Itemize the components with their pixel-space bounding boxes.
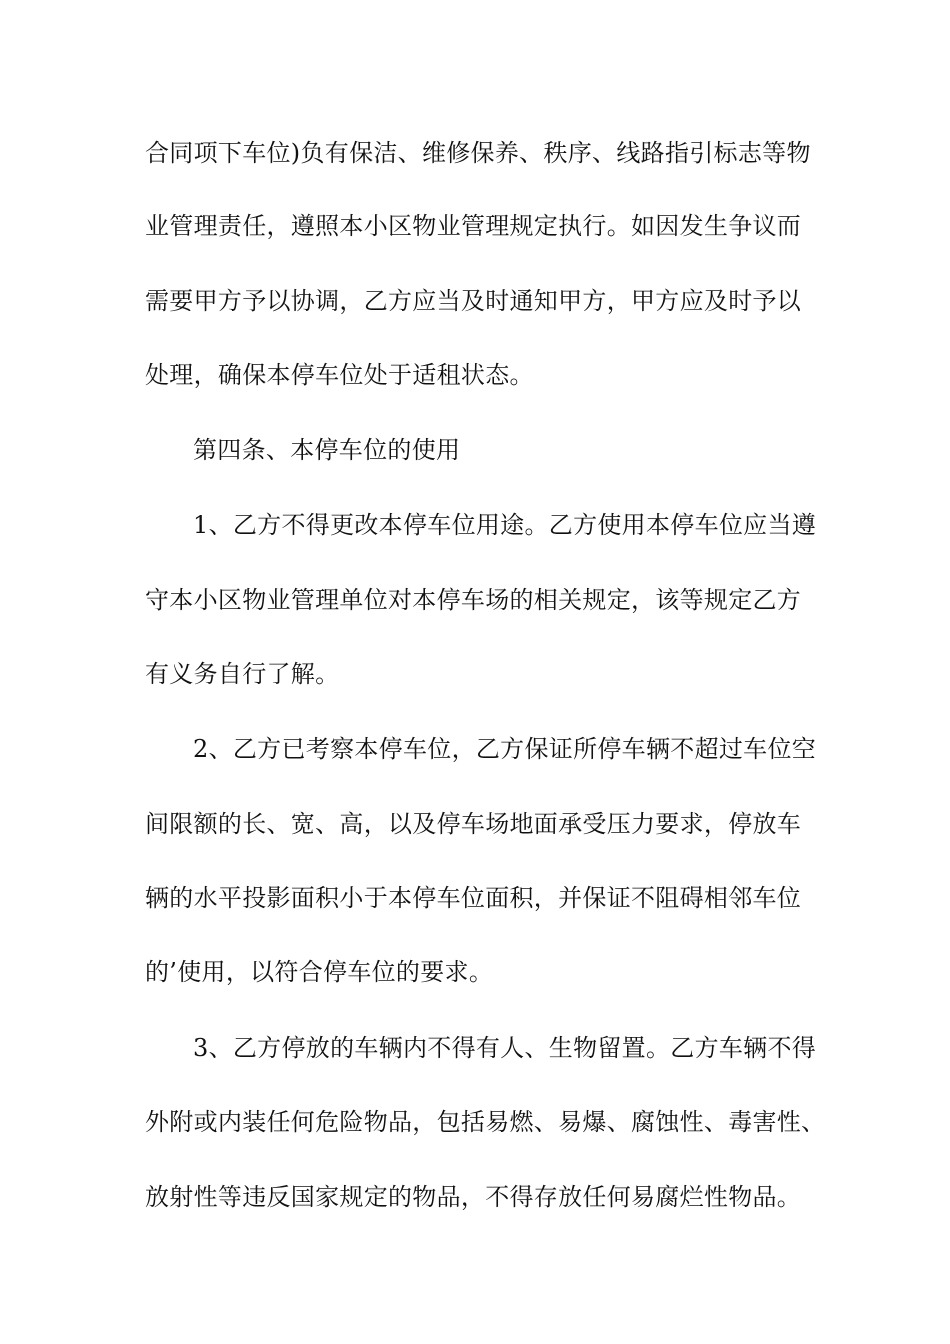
paragraph-line: 放射性等违反国家规定的物品，不得存放任何易腐烂性物品。 [145, 1183, 802, 1211]
paragraph-line: 有义务自行了解。 [145, 660, 340, 688]
paragraph-line: 的’使用，以符合停车位的要求。 [145, 958, 494, 986]
paragraph-line: 间限额的长、宽、高，以及停车场地面承受压力要求，停放车 [145, 810, 802, 838]
paragraph-line: 需要甲方予以协调，乙方应当及时通知甲方，甲方应及时予以 [145, 287, 802, 315]
paragraph-line: 2、乙方已考察本停车位，乙方保证所停车辆不超过车位空 [193, 735, 817, 763]
paragraph-line: 处理，确保本停车位处于适租状态。 [145, 361, 534, 389]
paragraph-line: 守本小区物业管理单位对本停车场的相关规定，该等规定乙方 [145, 586, 802, 614]
paragraph-line: 业管理责任，遵照本小区物业管理规定执行。如因发生争议而 [145, 212, 802, 240]
paragraph-line: 辆的水平投影面积小于本停车位面积，并保证不阻碍相邻车位 [145, 884, 802, 912]
paragraph-line: 1、乙方不得更改本停车位用途。乙方使用本停车位应当遵 [193, 511, 817, 539]
paragraph-line: 外附或内装任何危险物品，包括易燃、易爆、腐蚀性、毒害性、 [145, 1108, 826, 1136]
paragraph-line: 合同项下车位)负有保洁、维修保养、秩序、线路指引标志等物 [145, 139, 811, 167]
section-heading: 第四条、本停车位的使用 [193, 436, 461, 464]
paragraph-line: 3、乙方停放的车辆内不得有人、生物留置。乙方车辆不得 [193, 1034, 817, 1062]
